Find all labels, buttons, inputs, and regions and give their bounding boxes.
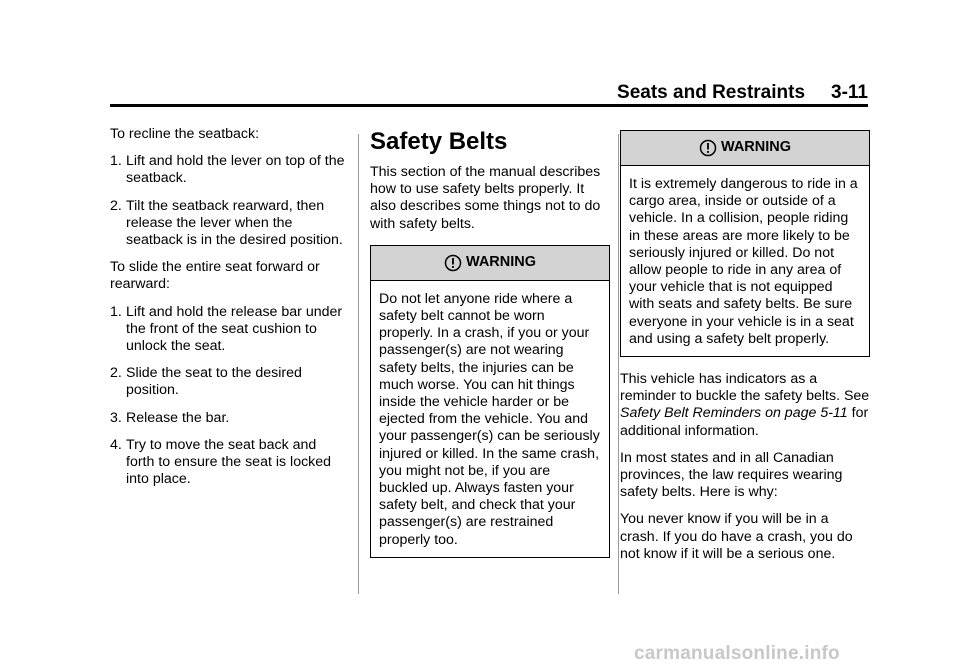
canada-paragraph: In most states and in all Canadian provinces, the law requires wearing safety belts. Here is why: bbox=[620, 449, 843, 501]
crash-paragraph: You never know if you will be in a crash. If you do have a crash, you do not know if it will be a serious one. bbox=[620, 511, 853, 562]
page-header bbox=[614, 82, 868, 104]
step-text: Slide the seat to the desired position. bbox=[126, 365, 302, 399]
step-number: 3. bbox=[110, 409, 122, 426]
column-2 bbox=[370, 128, 610, 572]
step-number: 2. bbox=[110, 365, 122, 382]
step-number: 1. bbox=[110, 153, 122, 170]
column-divider-2 bbox=[618, 134, 619, 594]
warning-label: WARNING bbox=[720, 139, 792, 156]
warning-label: WARNING bbox=[465, 254, 537, 271]
watermark: carmanualsonline.info bbox=[634, 643, 840, 664]
section-heading: Safety Belts bbox=[370, 128, 508, 155]
slide-step bbox=[110, 410, 345, 427]
step-text: Lift and hold the release bar under the front of the seat cushion to unlock the seat. bbox=[126, 303, 343, 355]
step-number: 1. bbox=[110, 303, 122, 320]
column-divider-1 bbox=[358, 134, 359, 594]
indicators-paragraph bbox=[620, 371, 870, 440]
warning-text: It is extremely dangerous to ride in a cargo area, inside or outside of a vehicle. In a collision, people riding in these areas are more likely to be seriously injured or killed. Do not allow people to ride in any area of your vehicle that is not equipped with seats and safety belts. Be sure everyone in your vehicle is in a seat and using a safety belt properly. bbox=[629, 176, 858, 347]
step-text: Release the bar. bbox=[126, 409, 230, 426]
warning-icon bbox=[699, 139, 717, 157]
indicators-suffix: for additional information. bbox=[620, 405, 869, 439]
recline-intro: To recline the seatback: bbox=[110, 126, 260, 142]
step-text: Tilt the seatback rearward, then release the lever when the seatback is in the desired position. bbox=[126, 197, 343, 249]
indicators-text: This vehicle has indicators as a reminder to buckle the safety belts. See bbox=[620, 371, 870, 405]
page-number: 3-11 bbox=[831, 82, 868, 103]
safety-belts-intro: This section of the manual describes how to use safety belts properly. It also describes some things not to do with safety belts. bbox=[370, 164, 601, 232]
step-text: Lift and hold the lever on top of the seatback. bbox=[126, 153, 345, 187]
recline-step bbox=[110, 198, 345, 250]
recline-step bbox=[110, 153, 345, 187]
warning-box bbox=[620, 130, 870, 357]
section-title: Seats and Restraints bbox=[617, 82, 806, 103]
slide-step bbox=[110, 437, 345, 489]
safety-belt-reminders-link[interactable]: Safety Belt Reminders on page 5-11 bbox=[620, 405, 848, 422]
slide-step bbox=[110, 304, 345, 356]
column-1 bbox=[110, 126, 345, 498]
slide-intro: To slide the entire seat forward or rearward: bbox=[110, 259, 320, 293]
header-rule bbox=[110, 104, 868, 107]
column-3 bbox=[620, 128, 870, 573]
step-number: 2. bbox=[110, 197, 122, 214]
step-number: 4. bbox=[110, 436, 122, 453]
slide-step bbox=[110, 365, 345, 399]
warning-icon bbox=[444, 254, 462, 272]
warning-box bbox=[370, 245, 610, 558]
step-text: Try to move the seat back and forth to ensure the seat is locked into place. bbox=[126, 436, 332, 488]
warning-header bbox=[621, 131, 869, 166]
warning-header bbox=[371, 246, 609, 281]
warning-text: Do not let anyone ride where a safety belt cannot be worn properly. In a crash, if you or your passenger(s) are not wearing safety belts, the injuries can be much worse. You can hit things inside the vehicle harder or be ejected from the vehicle. You and your passenger(s) can be seriously injured or killed. In the same crash, you might not be, if you are buckled up. Always fasten your safety belt, and check that your passenger(s) are restrained properly too. bbox=[379, 290, 600, 548]
